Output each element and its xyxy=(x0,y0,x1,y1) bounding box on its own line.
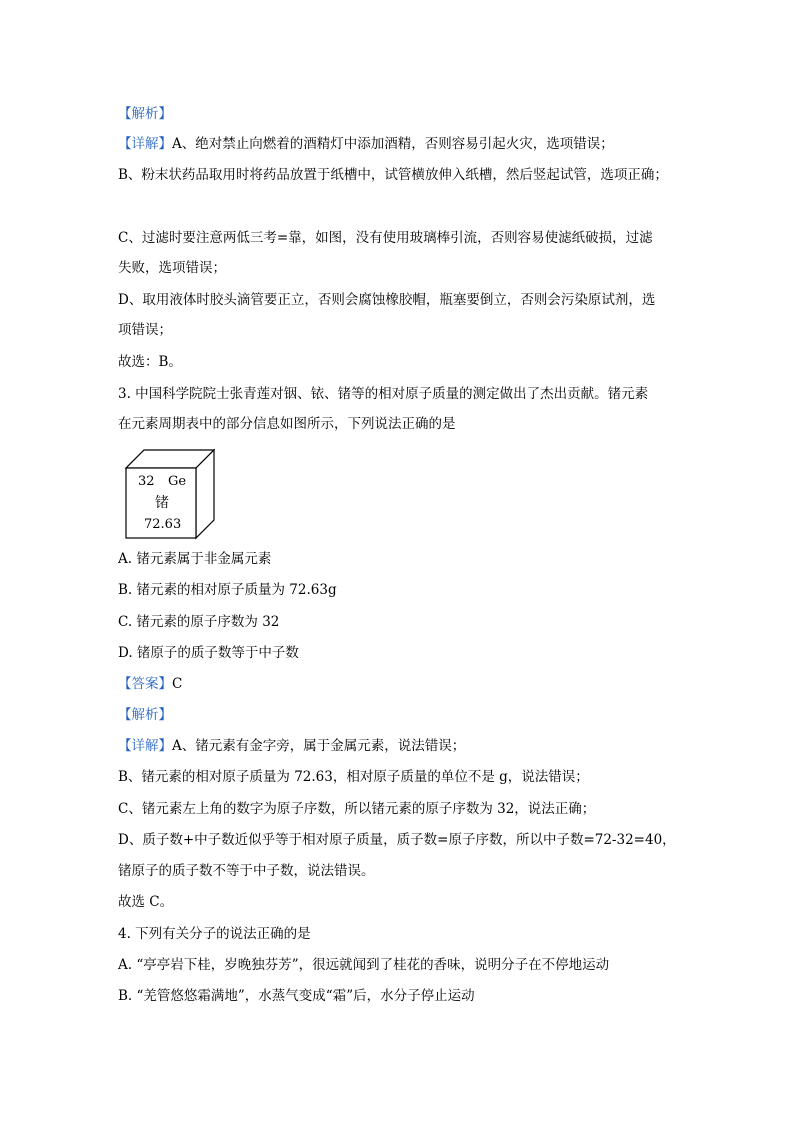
tag-label: 【详解】 xyxy=(118,738,172,754)
tag-label: 【答案】 xyxy=(118,676,172,692)
line-text: 故选 C。 xyxy=(118,894,174,910)
detail-line-a xyxy=(118,134,614,154)
line-text: 在元素周期表中的部分信息如图所示，下列说法正确的是 xyxy=(118,416,456,432)
atomic-mass: 72.63 xyxy=(144,517,182,532)
detail-line-d xyxy=(118,290,655,310)
line-text: B. “羌管悠悠霜满地”，水蒸气变成“霜”后，水分子停止运动 xyxy=(118,988,475,1004)
detail-2-line-c xyxy=(118,799,595,819)
line-text: B、锗元素的相对原子质量为 72.63，相对原子质量的单位不是 g，说法错误； xyxy=(118,769,589,785)
line-text: C、过滤时要注意两低三考=靠，如图，没有使用玻璃棒引流，否则容易使滤纸破损，过滤 xyxy=(118,230,653,246)
choice-line xyxy=(118,352,182,372)
line-text: D、质子数+中子数近似乎等于相对原子质量，质子数=原子序数，所以中子数=72-32=40， xyxy=(118,832,676,848)
detail-2-line-d-cont xyxy=(118,861,375,881)
question-4 xyxy=(118,924,311,944)
detail-2-line-a xyxy=(118,736,465,756)
line-text: D、取用液体时胶头滴管要正立，否则会腐蚀橡胶帽，瓶塞要倒立，否则会污染原试剂，选 xyxy=(118,292,656,308)
detail-line-c xyxy=(118,228,653,248)
element-symbol: Ge xyxy=(168,474,187,489)
tag-label: 【解析】 xyxy=(118,106,172,122)
line-text: A、绝对禁止向燃着的酒精灯中添加酒精，否则容易引起火灾，选项错误； xyxy=(172,136,614,152)
answer-line xyxy=(118,674,182,694)
line-text: A. 锗元素属于非金属元素 xyxy=(118,551,272,567)
question-4-option-b xyxy=(118,986,475,1006)
line-text: 4. 下列有关分子的说法正确的是 xyxy=(118,926,311,942)
question-3-line-1 xyxy=(118,384,648,404)
germanium-element-card xyxy=(118,448,218,542)
line-text: 3. 中国科学院院士张青莲对铟、铱、锗等的相对原子质量的测定做出了杰出贡献。锗元素 xyxy=(118,386,649,402)
option-b xyxy=(118,580,337,600)
tag-label: 【详解】 xyxy=(118,136,172,152)
line-text: 项错误； xyxy=(118,322,172,338)
detail-2-line-d xyxy=(118,830,676,850)
atomic-number: 32 xyxy=(138,474,155,489)
line-text: C、锗元素左上角的数字为原子序数，所以锗元素的原子序数为 32，说法正确； xyxy=(118,801,596,817)
detail-2-line-b xyxy=(118,767,589,787)
line-text: 锗原子的质子数不等于中子数，说法错误。 xyxy=(118,863,375,879)
option-a xyxy=(118,549,271,569)
line-text: C. 锗元素的原子序数为 32 xyxy=(118,614,280,630)
element-name: 锗 xyxy=(155,495,169,511)
tag-label: 【解析】 xyxy=(118,707,172,723)
option-c xyxy=(118,612,279,632)
analysis-heading-1 xyxy=(118,104,172,124)
line-text: B. 锗元素的相对原子质量为 72.63g xyxy=(118,582,337,598)
line-text: A、锗元素有金字旁，属于金属元素，说法错误； xyxy=(172,738,466,754)
line-text: D. 锗原子的质子数等于中子数 xyxy=(118,645,299,661)
choice-line-2 xyxy=(118,892,173,912)
option-d xyxy=(118,643,299,663)
detail-line-b xyxy=(118,165,668,185)
line-text: C xyxy=(172,676,183,692)
question-3-line-2 xyxy=(118,414,456,434)
line-text: A. “亭亭岩下桂，岁晚独芬芳”，很远就闻到了桂花的香味，说明分子在不停地运动 xyxy=(118,957,610,973)
line-text: 故选：B。 xyxy=(118,354,182,370)
line-text: B、粉末状药品取用时将药品放置于纸槽中，试管横放伸入纸槽，然后竖起试管，选项正确； xyxy=(118,167,668,183)
analysis-heading-2 xyxy=(118,705,172,725)
detail-line-c-cont xyxy=(118,258,226,278)
detail-line-d-cont xyxy=(118,320,172,340)
line-text: 失败，选项错误； xyxy=(118,260,226,276)
question-4-option-a xyxy=(118,955,609,975)
